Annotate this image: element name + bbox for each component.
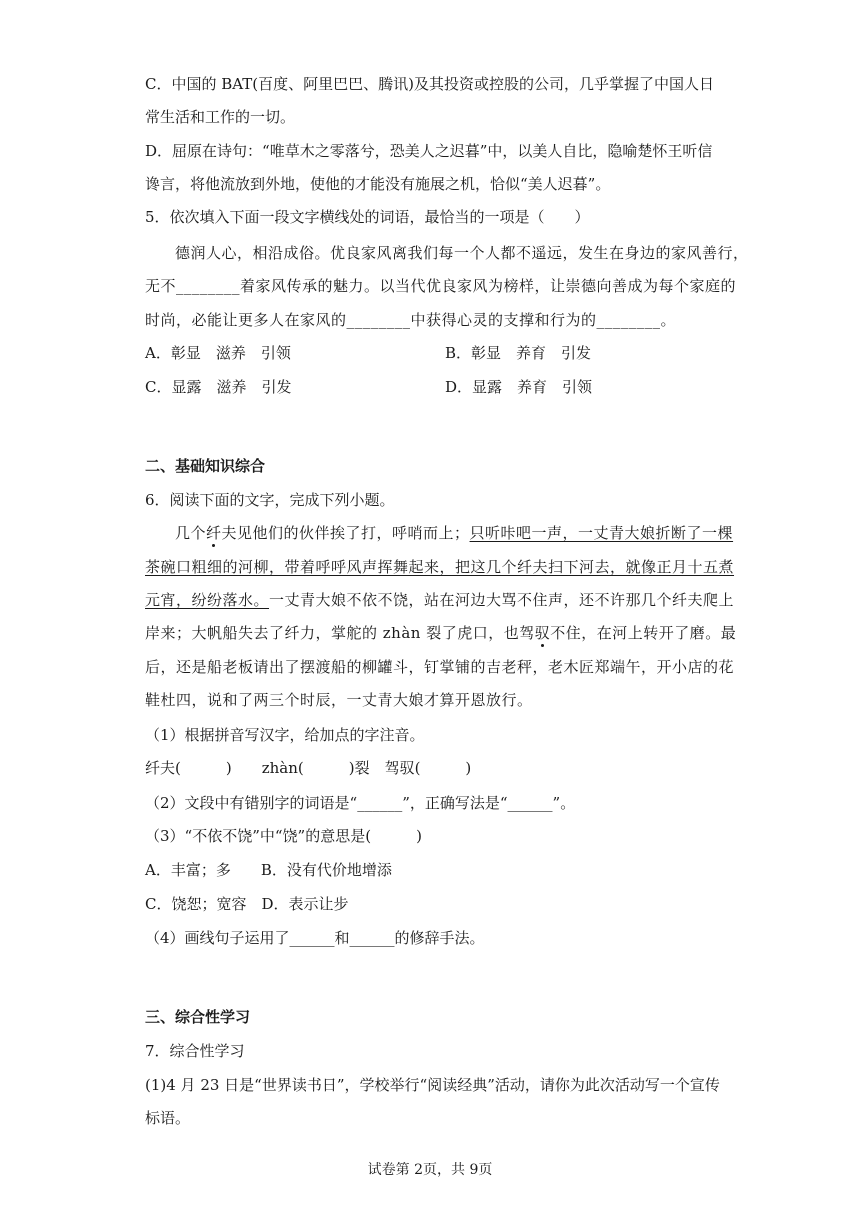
q4-option-c-line2: 常生活和工作的一切。 <box>145 108 296 126</box>
page-footer: 试卷第 2页，共 9页 <box>367 1162 493 1178</box>
q6-passage-line1 <box>175 523 733 543</box>
q6-stem: 6．阅读下面的文字，完成下列小题。 <box>145 491 395 509</box>
passage-text: 一丈青大娘不依不饶，站在河边大骂不住声，还不许那几个纤夫爬上 <box>269 591 735 609</box>
q6-passage-line5: 后，还是船老板请出了摆渡船的柳罐斗，钉掌铺的吉老秤，老木匠郑端午，开小店的花 <box>145 658 735 676</box>
q5-option-b: B．彰显 养育 引发 <box>445 344 592 362</box>
dotted-char: 驭 <box>534 624 551 642</box>
q4-option-c-line1: C．中国的 BAT(百度、阿里巴巴、腾讯)及其投资或控股的公司，几乎掌握了中国人日 <box>145 75 714 93</box>
underlined-sentence: 只听咔吧一声，一丈青大娘折断了一棵 <box>469 524 734 542</box>
q6-sub4: （4）画线句子运用了______和______的修辞手法。 <box>145 929 485 947</box>
passage-text: 夫见他们的伙伴挨了打，呼哨而上； <box>221 524 470 542</box>
passage-text: 几个 <box>175 524 207 542</box>
q5-option-c: C．显露 滋养 引发 <box>145 378 292 396</box>
underlined-sentence: 茶碗口粗细的河柳，带着呼呼风声挥舞起来，把这几个纤夫扫下河去，就像正月十五煮 <box>145 558 735 576</box>
q6-sub3-options-ab: A．丰富；多 B．没有代价地增添 <box>145 861 392 879</box>
section2-heading: 二、基础知识综合 <box>145 457 266 475</box>
q6-sub3-options-cd: C．饶恕；宽容 D．表示让步 <box>145 895 349 913</box>
q5-option-d: D．显露 养育 引领 <box>445 378 593 396</box>
q5-stem: 5．依次填入下面一段文字横线处的词语，最恰当的一项是（ ） <box>145 208 590 226</box>
q6-sub3: （3）“不依不饶”中“饶”的意思是( ) <box>145 827 422 845</box>
dotted-char: 纤 <box>206 524 222 542</box>
q4-option-d-line2: 谗言，将他流放到外地，使他的才能没有施展之机，恰似“美人迟暮”。 <box>145 175 611 193</box>
q6-sub2: （2）文段中有错别字的词语是“______”，正确写法是“______”。 <box>145 794 576 812</box>
q6-passage-line2 <box>145 557 734 577</box>
q6-passage-line4 <box>145 623 736 643</box>
q5-paragraph-line1: 德润人心，相沿成俗。优良家风离我们每一个人都不遥远，发生在身边的家风善行， <box>175 244 749 262</box>
q7-line2: 标语。 <box>145 1109 191 1127</box>
passage-text: 岸来；大帆船失去了纤力，掌舵的 zhàn 裂了虎口，也驾 <box>145 624 535 642</box>
q6-sub1-answer: 纤夫( ) zhàn( )裂 驾驭( ) <box>145 759 472 777</box>
q4-option-d-line1: D．屈原在诗句：“唯草木之零落兮，恐美人之迟暮”中，以美人自比，隐喻楚怀王听信 <box>145 142 713 160</box>
q6-sub1: （1）根据拼音写汉字，给加点的字注音。 <box>145 726 425 744</box>
passage-text: 不住，在河上转开了磨。最 <box>550 624 737 642</box>
q5-paragraph-line3: 时尚，必能让更多人在家风的________中获得心灵的支撑和行为的________。 <box>145 311 677 329</box>
underlined-sentence: 元宵，纷纷落水。 <box>145 591 270 609</box>
q7-stem: 7．综合性学习 <box>145 1042 245 1060</box>
section3-heading: 三、综合性学习 <box>145 1008 251 1026</box>
q5-paragraph-line2: 无不________着家风传承的魅力。以当代优良家风为榜样，让崇德向善成为每个家庭的 <box>145 277 737 295</box>
q6-passage-line3 <box>145 590 734 610</box>
q6-passage-line6: 鞋杜四，说和了两三个时辰，一丈青大娘才算开恩放行。 <box>145 691 533 709</box>
q7-line1: (1)4 月 23 日是“世界读书日”，学校举行“阅读经典”活动，请你为此次活动写一个宣传 <box>145 1076 720 1094</box>
q5-option-a: A．彰显 滋养 引领 <box>145 344 291 362</box>
